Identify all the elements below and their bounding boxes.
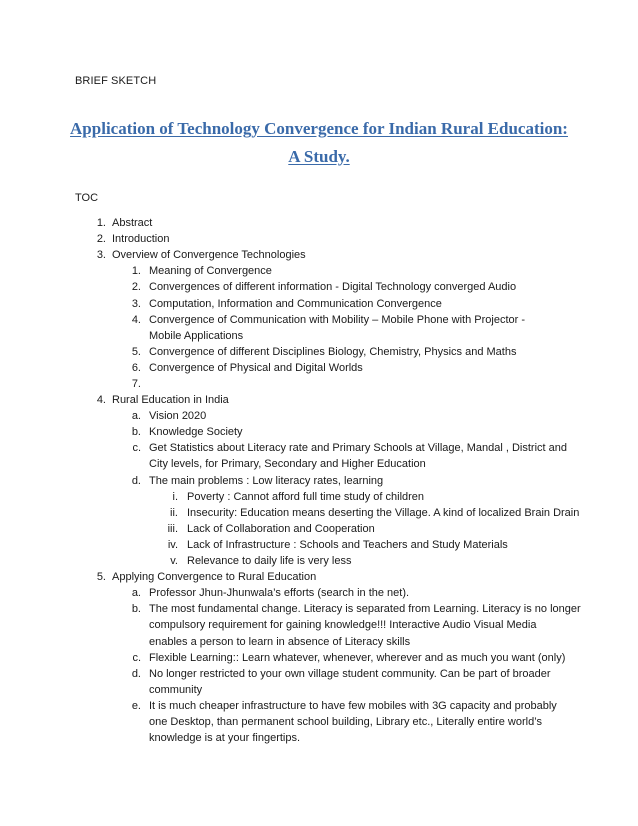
toc-item-text: Convergence of Physical and Digital Worlds (149, 361, 363, 374)
toc-item-marker: 7. (131, 378, 141, 390)
toc-item-text: Relevance to daily life is very less (187, 555, 352, 568)
toc-item-text: It is much cheaper infrastructure to have few mobiles with 3G capacity and probably (149, 700, 557, 712)
toc-item-text: Introduction (112, 233, 170, 246)
toc-item-text: Poverty : Cannot afford full time study of children (187, 490, 425, 503)
toc-item-marker: 4. (131, 313, 141, 326)
toc-item-text: Meaning of Convergence (149, 265, 272, 278)
toc-item-marker: a. (131, 587, 141, 600)
toc-item-marker: a. (131, 410, 141, 423)
toc-item-text: Mobile Applications (149, 329, 244, 342)
toc-item-marker: 3. (131, 297, 141, 310)
toc-label: TOC (75, 192, 99, 204)
toc-item-text: Vision 2020 (149, 410, 207, 423)
toc-item-marker: d. (131, 667, 141, 680)
toc-item-marker: iv. (167, 539, 178, 551)
toc-item-marker: e. (131, 700, 141, 712)
toc-item-text: Rural Education in India (112, 394, 229, 407)
toc-item-marker: 3. (96, 249, 106, 262)
toc-item-text: No longer restricted to your own village student community. Can be part of broader (149, 667, 551, 680)
toc-item-text: Lack of Collaboration and Cooperation (187, 522, 375, 535)
toc-item-marker: b. (131, 603, 141, 616)
toc-item-marker: 1. (96, 217, 106, 229)
toc-item-text: The most fundamental change. Literacy is separated from Learning. Literacy is no longer (149, 603, 581, 616)
toc-item-marker: i. (172, 490, 178, 503)
brief-sketch-label: BRIEF SKETCH (75, 75, 157, 87)
toc-item-text: community (149, 683, 203, 696)
toc-item-text: enables a person to learn in absence of Literacy skills (149, 635, 411, 648)
toc-item-text: knowledge is at your fingertips. (149, 732, 301, 745)
toc-item-marker: 2. (96, 233, 106, 246)
toc-item-text: Knowledge Society (149, 426, 243, 439)
toc-item-text: one Desktop, than permanent school building, Library etc., Literally entire world’s (149, 716, 542, 729)
toc-item-marker: c. (132, 442, 141, 455)
toc-item-marker: d. (131, 474, 141, 487)
toc-item-marker: 2. (131, 281, 141, 294)
toc-item-text: Convergence of different Disciplines Biology, Chemistry, Physics and Maths (149, 345, 517, 358)
toc-item-text: Professor Jhun-Jhunwala’s efforts (search in the net). (149, 587, 410, 600)
toc-item-text: Abstract (112, 217, 153, 229)
toc-item-text: Get Statistics about Literacy rate and Primary Schools at Village, Mandal , District and (149, 442, 567, 455)
toc-item-text: City levels, for Primary, Secondary and Higher Education (149, 458, 426, 471)
toc-item-marker: iii. (167, 522, 178, 535)
toc-item-text: The main problems : Low literacy rates, learning (149, 474, 384, 487)
document-title-line-2: A Study. (288, 147, 350, 166)
toc-item-marker: c. (132, 651, 141, 664)
toc-item-marker: b. (131, 426, 141, 439)
toc-item-text: Insecurity: Education means deserting the Village. A kind of localized Brain Drain (187, 506, 580, 519)
toc-item-marker: ii. (170, 506, 178, 519)
toc-item-marker: 5. (131, 345, 141, 358)
toc-item-text: Overview of Convergence Technologies (112, 249, 306, 262)
toc-item-text: Convergence of Communication with Mobility – Mobile Phone with Projector - (149, 313, 526, 326)
toc-item-text: Computation, Information and Communication Convergence (149, 297, 442, 310)
document-title-line-1: Application of Technology Convergence for Indian Rural Education: (70, 119, 568, 138)
toc-item-text: Applying Convergence to Rural Education (112, 571, 317, 584)
toc-item-marker: 6. (131, 361, 141, 374)
toc-item-marker: 4. (96, 394, 106, 407)
toc-item-text: Flexible Learning:: Learn whatever, whenever, wherever and as much you want (only) (149, 651, 566, 664)
toc-item-text: Convergences of different information - Digital Technology converged Audio (149, 281, 517, 294)
toc-item-text: compulsory requirement for gaining knowledge!!! Interactive Audio Visual Media (149, 619, 537, 632)
toc-item-text: Lack of Infrastructure : Schools and Teachers and Study Materials (187, 539, 508, 551)
toc-item-marker: v. (170, 555, 178, 568)
toc-item-marker: 5. (96, 571, 106, 584)
toc-item-marker: 1. (131, 265, 141, 278)
